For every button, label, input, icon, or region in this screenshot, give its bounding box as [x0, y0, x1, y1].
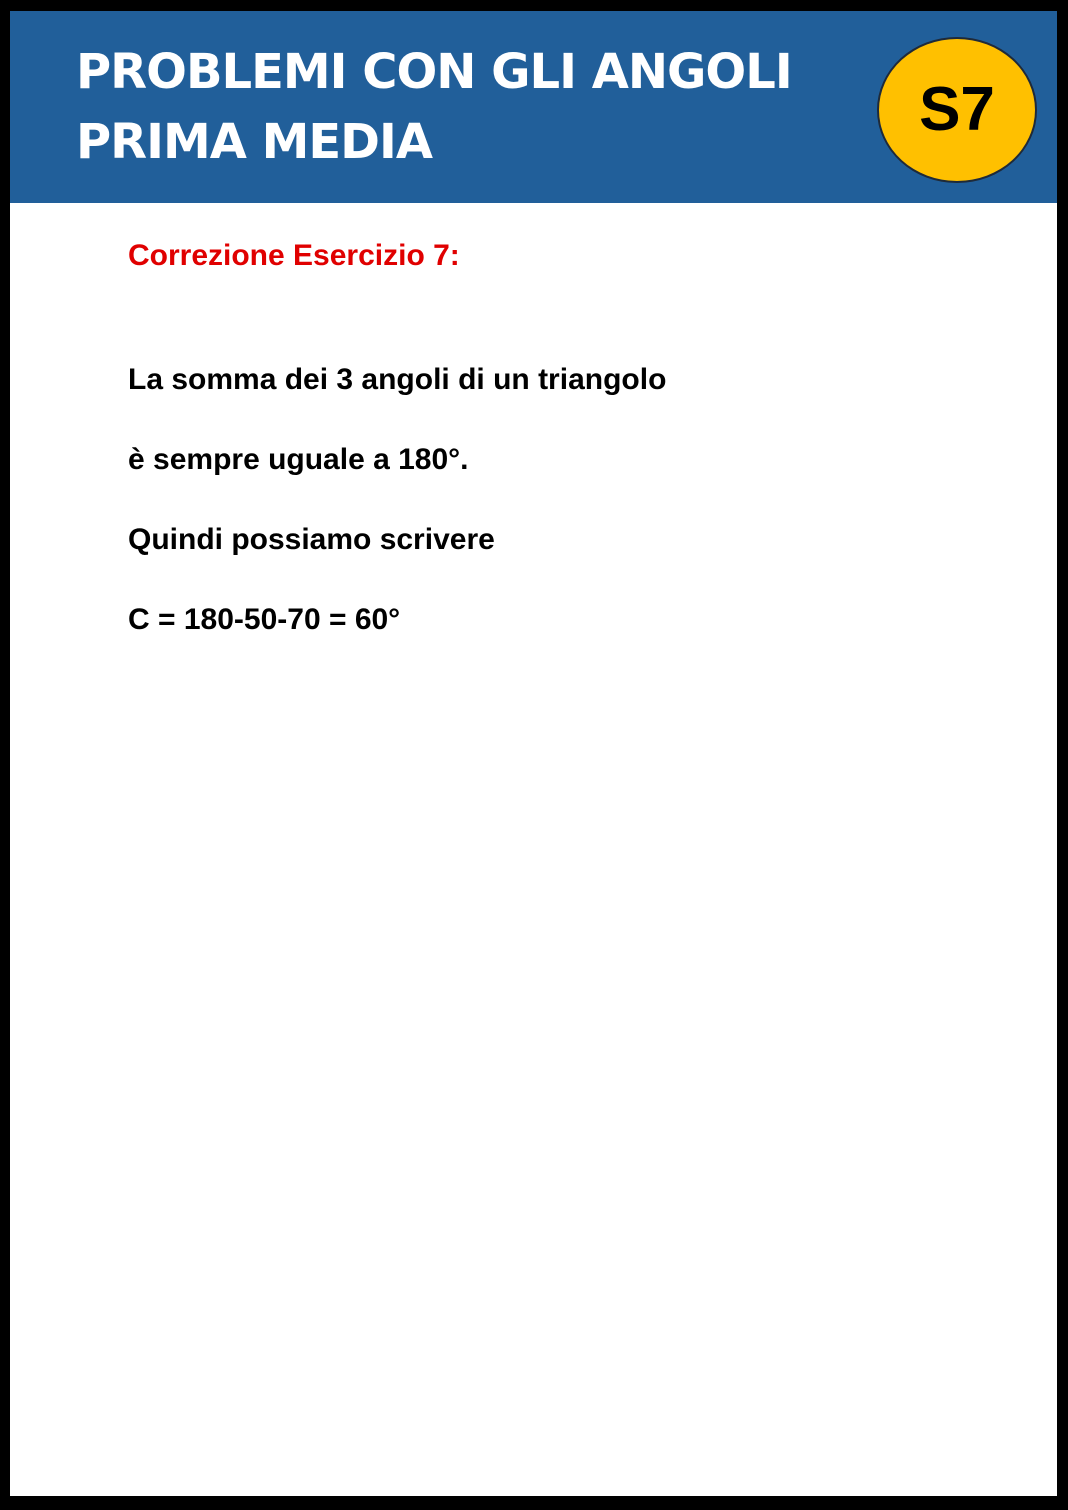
text-line: è sempre uguale a 180°. — [128, 443, 469, 476]
title-line-1: PROBLEMI CON GLI ANGOLI — [76, 44, 792, 100]
title-line-2: PRIMA MEDIA — [76, 114, 433, 170]
exercise-heading: Correzione Esercizio 7: — [128, 239, 460, 272]
formula-line: C = 180-50-70 = 60° — [128, 603, 401, 636]
worksheet-page — [10, 11, 1057, 1496]
text-line: Quindi possiamo scrivere — [128, 523, 495, 556]
text-line: La somma dei 3 angoli di un triangolo — [128, 363, 667, 396]
header-banner — [10, 11, 1057, 203]
sheet-badge — [877, 37, 1037, 183]
badge-label: S7 — [919, 75, 995, 144]
page-title — [76, 37, 792, 177]
